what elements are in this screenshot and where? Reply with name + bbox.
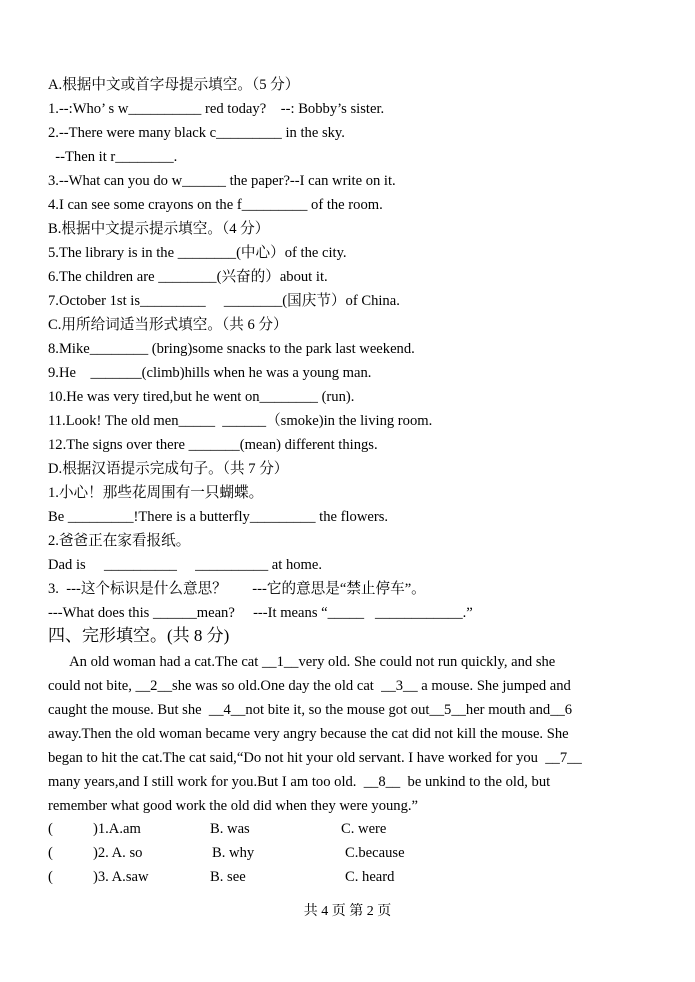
- section-c-title: C.用所给词适当形式填空。（共 6 分）: [48, 317, 288, 333]
- passage-line: An old woman had a cat.The cat __1__very old. She could not run quickly, and she: [48, 654, 556, 670]
- option-c: C.because: [345, 845, 405, 861]
- answer-paren: (: [48, 869, 53, 885]
- d-question-3-english: ---What does this ______mean? ---It means “_____ ____________.”: [48, 605, 473, 621]
- question-3: 3.--What can you do w______ the paper?--I can write on it.: [48, 173, 396, 189]
- passage-line: could not bite, __2__she was so old.One day the old cat __3__ a mouse. She jumped and: [48, 678, 571, 694]
- option-b: B. why: [212, 845, 255, 861]
- question-1: 1.--:Who’ s w__________ red today? --: Bobby’s sister.: [48, 101, 385, 117]
- question-8: 8.Mike________ (bring)some snacks to the park last weekend.: [48, 341, 415, 357]
- passage-line: caught the mouse. But she __4__not bite it, so the mouse got out__5__her mouth and__6: [48, 702, 573, 718]
- option-c: C. were: [341, 821, 387, 837]
- option-a: )3. A.saw: [93, 869, 149, 885]
- page-footer: 共 4 页 第 2 页: [303, 904, 392, 919]
- passage-line: many years,and I still work for you.But I am too old. __8__ be unkind to the old, but: [48, 774, 551, 790]
- d-question-1-chinese: 1.小心！那些花周围有一只蝴蝶。: [48, 485, 264, 501]
- question-2: 2.--There were many black c_________ in the sky.: [48, 125, 345, 141]
- passage-line: remember what good work the old did when they were young.”: [48, 798, 419, 814]
- answer-paren: (: [48, 821, 53, 837]
- question-2-reply: --Then it r________.: [48, 149, 178, 165]
- cloze-section-title: 四、完形填空。(共 8 分): [48, 626, 230, 645]
- d-question-2-chinese: 2.爸爸正在家看报纸。: [48, 533, 191, 549]
- cloze-passage: [48, 650, 638, 818]
- section-a-title: A.根据中文或首字母提示填空。（5 分）: [48, 77, 300, 93]
- question-12: 12.The signs over there _______(mean) different things.: [48, 437, 378, 453]
- question-7: 7.October 1st is_________ ________(国庆节）of China.: [48, 293, 400, 309]
- question-4: 4.I can see some crayons on the f_________ of the room.: [48, 197, 383, 213]
- option-b: B. was: [210, 821, 250, 837]
- option-a: )1.A.am: [93, 821, 141, 837]
- d-question-1-english: Be _________!There is a butterfly_________ the flowers.: [48, 509, 389, 525]
- option-a: )2. A. so: [93, 845, 143, 861]
- section-b-title: B.根据中文提示提示填空。（4 分）: [48, 221, 270, 237]
- section-d-title: D.根据汉语提示完成句子。（共 7 分）: [48, 461, 289, 477]
- question-9: 9.He _______(climb)hills when he was a young man.: [48, 365, 372, 381]
- option-c: C. heard: [345, 869, 395, 885]
- question-11: 11.Look! The old men_____ ______（smoke)in the living room.: [48, 413, 433, 429]
- question-5: 5.The library is in the ________(中心）of the city.: [48, 245, 347, 261]
- d-question-3-chinese: 3. ---这个标识是什么意思？ ---它的意思是“禁止停车”。: [48, 581, 426, 597]
- passage-line: away.Then the old woman became very angry because the cat did not kill the mouse. She: [48, 726, 569, 742]
- answer-paren: (: [48, 845, 53, 861]
- d-question-2-english: Dad is __________ __________ at home.: [48, 557, 323, 573]
- option-b: B. see: [210, 869, 246, 885]
- question-6: 6.The children are ________(兴奋的）about it.: [48, 269, 328, 285]
- question-10: 10.He was very tired,but he went on________ (run).: [48, 389, 355, 405]
- passage-line: began to hit the cat.The cat said,“Do not hit your old servant. I have worked for you __7__: [48, 750, 582, 766]
